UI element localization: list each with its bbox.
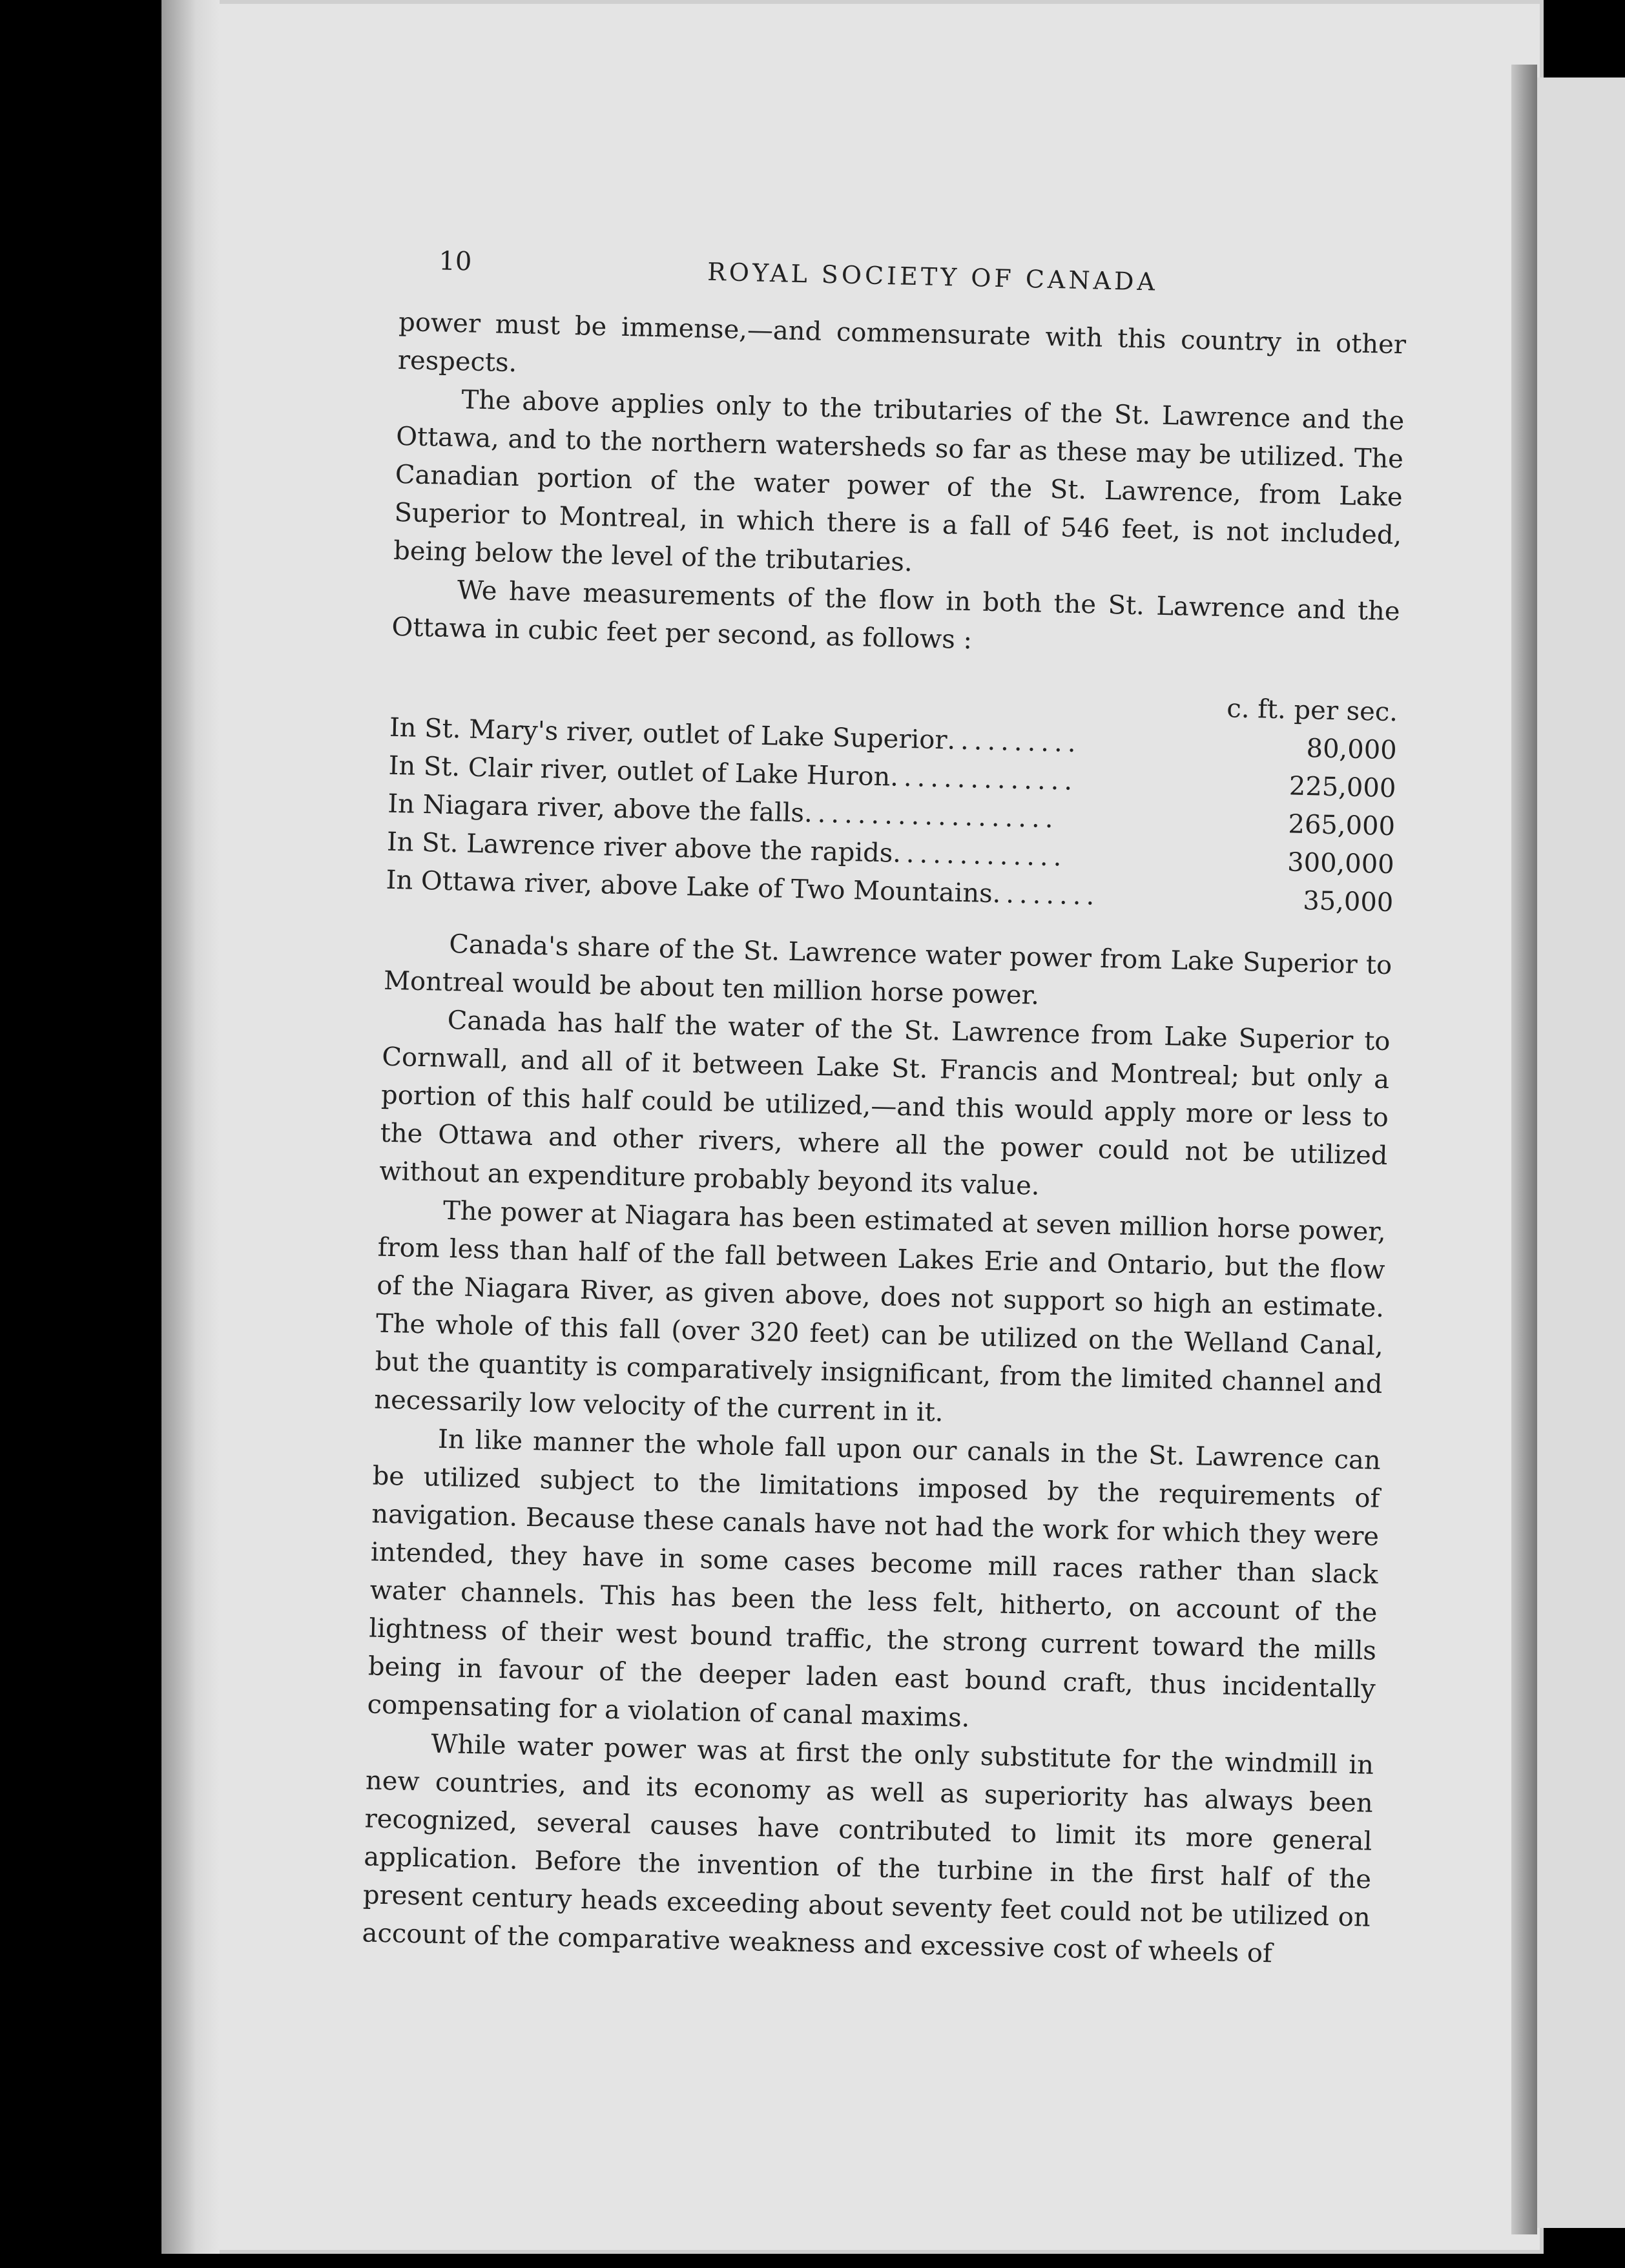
- flow-location: In St. Lawrence river above the rapids: [386, 827, 893, 869]
- flow-unit-label: c. ft. per sec.: [1226, 694, 1398, 728]
- flow-table-row: In Niagara river, above the falls................... 265,000: [388, 785, 1396, 846]
- flow-location: In St. Clair river, outlet of Lake Huron: [388, 750, 891, 792]
- facing-page-edge: [1537, 77, 1625, 2228]
- flow-location: In Niagara river, above the falls: [387, 789, 805, 829]
- paragraph-continued: power must be immense,—and commensurate with this country in other respects.: [397, 307, 1407, 378]
- page-content: [362, 245, 1408, 1975]
- flow-value: 35,000: [1302, 885, 1394, 918]
- running-head: ROYAL SOCIETY OF CANADA: [707, 257, 1159, 296]
- flow-table-row: In St. Lawrence river above the rapids............. 300,000: [386, 823, 1394, 884]
- flow-table-row: In St. Mary's river, outlet of Lake Superior.......... 80,000: [389, 709, 1397, 770]
- paragraph: Canada's share of the St. Lawrence water power from Lake Superior to Montreal would be about ten million horse power.: [383, 929, 1392, 1011]
- flow-value: 80,000: [1306, 734, 1398, 766]
- flow-value: 225,000: [1289, 771, 1396, 804]
- page-number: 10: [438, 246, 472, 277]
- paragraph: Canada has half the water of the St. Lawrence from Lake Superior to Cornwall, and all of it between Lake St. Francis and Montreal; but only a portion of this half could be utilized,—and this would apply more or less to the Ottawa and other rivers, where all the power could not be utilized without an expenditure probably beyond its value.: [378, 1005, 1391, 1201]
- paragraph: In like manner the whole fall upon our canals in the St. Lawrence can be utilized subject to the limitations imposed by the requirements of navigation. Because these canals have not had the work for which they were intended, they have in some cases become mill races rather than slack water channels. This has been the less felt, hitherto, on account of the lightness of their west bound traffic, the strong current toward the mills being in favour of the deeper laden east bound craft, thus incidentally compensating for a violation of canal maxims.: [367, 1424, 1382, 1733]
- flow-value: 265,000: [1288, 809, 1396, 842]
- flow-location: In Ottawa river, above Lake of Two Mountains: [386, 865, 993, 909]
- flow-table-row: In St. Clair river, outlet of Lake Huron.............. 225,000: [388, 747, 1396, 808]
- page-binding-shadow: [161, 0, 220, 2254]
- flow-table: [386, 671, 1398, 922]
- paragraph: The above applies only to the tributaries of the St. Lawrence and the Ottawa, and to the northern watersheds so far as these may be utilized. The Canadian portion of the water power of the St. Lawrence, from Lake Superior to Montreal, in which there is a fall of 546 feet, is not included, being below the level of the tributaries.: [393, 385, 1405, 578]
- paragraph: We have measurements of the flow in both the St. Lawrence and the Ottawa in cubic feet per second, as follows :: [391, 575, 1401, 655]
- flow-table-row: In Ottawa river, above Lake of Two Mountains........ 35,000: [386, 861, 1394, 922]
- flow-value: 300,000: [1287, 847, 1395, 880]
- paragraph: While water power was at first the only substitute for the windmill in new countries, and its economy as well as superiority has always been recognized, several causes have contributed to limit its more general application. Before the invention of the turbine in the first half of the present century heads exceeding about seventy feet could not be utilized on account of the comparative weakness and excessive cost of wheels of: [362, 1729, 1374, 1969]
- book-spine: [1511, 65, 1537, 2234]
- paragraph: The power at Niagara has been estimated at seven million horse power, from less than half of the fall between Lakes Erie and Ontario, but the flow of the Niagara River, as given above, does not support so high an estimate. The whole of this fall (over 320 feet) can be utilized on the Welland Canal, but the quantity is comparatively insignificant, from the limited channel and necessarily low velocity of the current in it.: [373, 1195, 1387, 1428]
- flow-location: In St. Mary's river, outlet of Lake Superior: [389, 712, 948, 756]
